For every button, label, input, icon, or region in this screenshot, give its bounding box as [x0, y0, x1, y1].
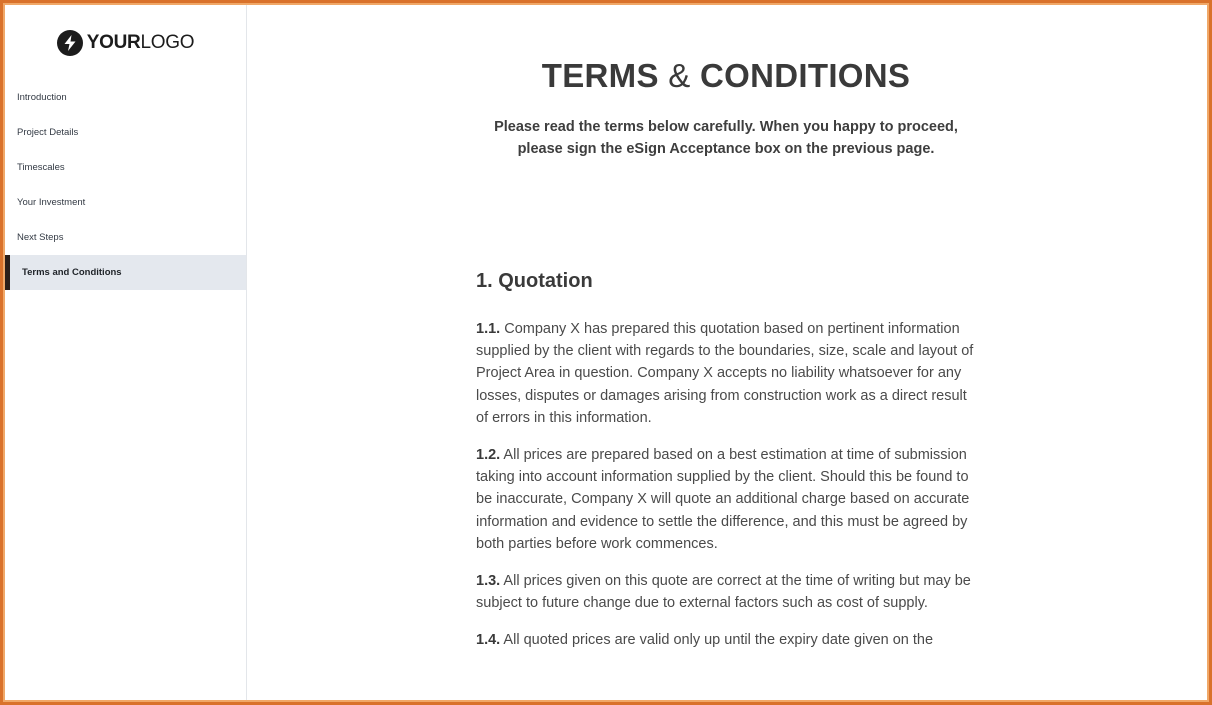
clause-text: All prices are prepared based on a best estimation at time of submission taking into account information supplied by the client. Should this be found to be inaccurate, Company X will quote an additional charge based on accurate information and evidence to settle the difference, and this must be agreed by both parties before work commences. [476, 447, 970, 552]
sidebar-item-terms-and-conditions[interactable]: Terms and Conditions [5, 255, 246, 290]
sidebar-item-introduction[interactable]: Introduction [17, 92, 67, 103]
sidebar-item-your-investment[interactable]: Your Investment [17, 197, 86, 208]
logo-text [87, 32, 194, 54]
sidebar-item-timescales[interactable]: Timescales [17, 162, 65, 173]
clause-number: 1.4. [476, 632, 501, 649]
clause-list [476, 318, 976, 667]
clause-1-1 [476, 318, 976, 429]
main-content [247, 5, 1207, 700]
logo-text-bold: YOUR [86, 31, 141, 53]
title-part2: CONDITIONS [700, 57, 911, 94]
clause-number: 1.2. [476, 447, 501, 464]
clause-text: All quoted prices are valid only up until the expiry date given on the [503, 632, 934, 649]
clause-number: 1.3. [476, 573, 501, 590]
clause-1-4 [476, 629, 976, 651]
intro-text [476, 116, 976, 160]
logo-text-regular: LOGO [140, 31, 195, 53]
title-part1: TERMS [541, 57, 659, 94]
clause-1-2 [476, 444, 976, 555]
app [5, 5, 1207, 700]
sidebar-item-next-steps[interactable]: Next Steps [17, 232, 64, 243]
section-title: 1. Quotation [476, 270, 593, 292]
clause-text: All prices given on this quote are correct at the time of writing but may be subject to future change due to external factors such as cost of supply. [476, 573, 971, 612]
page-title [476, 57, 976, 95]
clause-text: Company X has prepared this quotation based on pertinent information supplied by the client with regards to the boundaries, size, scale and layout of Project Area in question. Company X accepts no liability whatsoever for any losses, disputes or damages arising from construction work as a direct result of errors in this information. [476, 321, 974, 426]
sidebar-nav [5, 80, 246, 290]
sidebar-item-project-details[interactable]: Project Details [17, 127, 79, 138]
clause-number: 1.1. [476, 321, 501, 337]
intro-line-2: please sign the eSign Acceptance box on the previous page. [517, 141, 935, 157]
intro-line-1: Please read the terms below carefully. When you happy to proceed, [494, 119, 958, 135]
sidebar [5, 5, 247, 700]
logo[interactable] [5, 5, 246, 80]
lightning-bolt-icon [57, 30, 83, 56]
clause-1-3 [476, 570, 976, 614]
title-ampersand: & [668, 57, 691, 94]
